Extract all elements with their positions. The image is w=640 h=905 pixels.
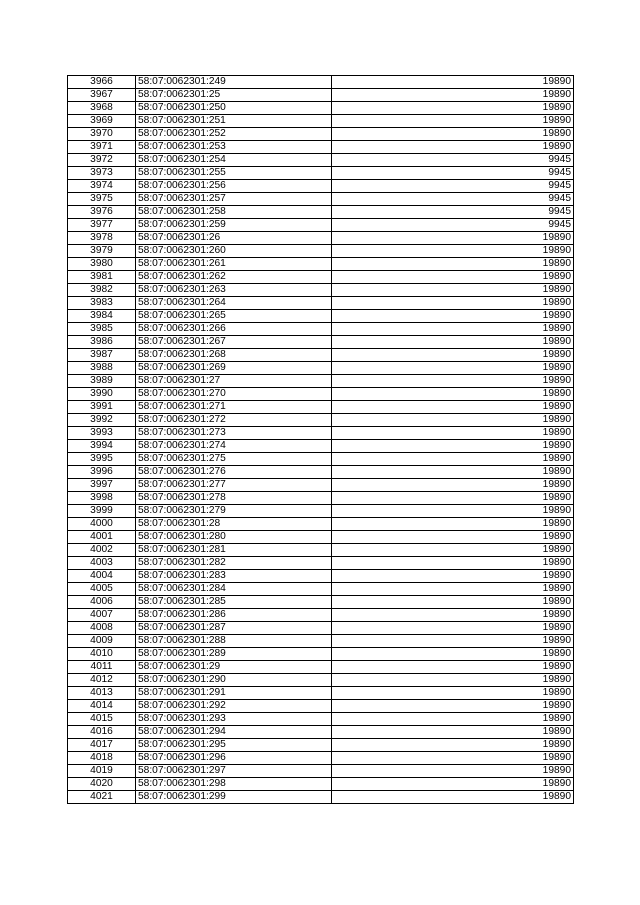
row-number-cell: 4002 (68, 544, 136, 557)
table-row (68, 596, 574, 609)
cadastral-number-cell: 58:07:0062301:283 (136, 570, 332, 583)
table-row (68, 713, 574, 726)
table-row (68, 388, 574, 401)
table-row (68, 180, 574, 193)
cadastral-number-cell: 58:07:0062301:292 (136, 700, 332, 713)
table-row (68, 271, 574, 284)
value-cell: 9945 (332, 219, 574, 232)
cadastral-number-cell: 58:07:0062301:294 (136, 726, 332, 739)
table-row (68, 648, 574, 661)
table-row (68, 765, 574, 778)
table-row (68, 570, 574, 583)
table-row (68, 232, 574, 245)
row-number-cell: 4001 (68, 531, 136, 544)
cadastral-number-cell: 58:07:0062301:255 (136, 167, 332, 180)
value-cell: 9945 (332, 167, 574, 180)
row-number-cell: 3974 (68, 180, 136, 193)
document-page (67, 75, 573, 804)
value-cell: 9945 (332, 154, 574, 167)
cadastral-number-cell: 58:07:0062301:288 (136, 635, 332, 648)
row-number-cell: 3969 (68, 115, 136, 128)
value-cell: 19890 (332, 674, 574, 687)
value-cell: 19890 (332, 505, 574, 518)
cadastral-number-cell: 58:07:0062301:277 (136, 479, 332, 492)
row-number-cell: 3988 (68, 362, 136, 375)
row-number-cell: 3992 (68, 414, 136, 427)
cadastral-number-cell: 58:07:0062301:269 (136, 362, 332, 375)
value-cell: 19890 (332, 739, 574, 752)
table-row (68, 778, 574, 791)
value-cell: 19890 (332, 323, 574, 336)
row-number-cell: 4012 (68, 674, 136, 687)
row-number-cell: 4018 (68, 752, 136, 765)
cadastral-number-cell: 58:07:0062301:289 (136, 648, 332, 661)
value-cell: 19890 (332, 115, 574, 128)
table-row (68, 167, 574, 180)
cadastral-number-cell: 58:07:0062301:282 (136, 557, 332, 570)
row-number-cell: 4004 (68, 570, 136, 583)
row-number-cell: 4010 (68, 648, 136, 661)
table-row (68, 700, 574, 713)
value-cell: 19890 (332, 596, 574, 609)
table-row (68, 583, 574, 596)
cadastral-number-cell: 58:07:0062301:266 (136, 323, 332, 336)
row-number-cell: 3990 (68, 388, 136, 401)
row-number-cell: 4020 (68, 778, 136, 791)
table-row (68, 453, 574, 466)
table-row (68, 427, 574, 440)
cadastral-number-cell: 58:07:0062301:25 (136, 89, 332, 102)
value-cell: 19890 (332, 297, 574, 310)
value-cell: 19890 (332, 700, 574, 713)
value-cell: 19890 (332, 388, 574, 401)
row-number-cell: 4005 (68, 583, 136, 596)
table-row (68, 791, 574, 804)
value-cell: 19890 (332, 661, 574, 674)
value-cell: 19890 (332, 375, 574, 388)
value-cell: 9945 (332, 180, 574, 193)
cadastral-number-cell: 58:07:0062301:262 (136, 271, 332, 284)
cadastral-number-cell: 58:07:0062301:271 (136, 401, 332, 414)
table-row (68, 544, 574, 557)
cadastral-number-cell: 58:07:0062301:279 (136, 505, 332, 518)
cadastral-number-cell: 58:07:0062301:297 (136, 765, 332, 778)
cadastral-number-cell: 58:07:0062301:272 (136, 414, 332, 427)
row-number-cell: 4011 (68, 661, 136, 674)
table-row (68, 193, 574, 206)
cadastral-number-cell: 58:07:0062301:261 (136, 258, 332, 271)
value-cell: 19890 (332, 726, 574, 739)
table-row (68, 531, 574, 544)
row-number-cell: 3997 (68, 479, 136, 492)
value-cell: 19890 (332, 245, 574, 258)
row-number-cell: 3966 (68, 76, 136, 89)
row-number-cell: 4013 (68, 687, 136, 700)
row-number-cell: 4014 (68, 700, 136, 713)
cadastral-number-cell: 58:07:0062301:287 (136, 622, 332, 635)
value-cell: 9945 (332, 206, 574, 219)
value-cell: 9945 (332, 193, 574, 206)
cadastral-number-cell: 58:07:0062301:250 (136, 102, 332, 115)
value-cell: 19890 (332, 713, 574, 726)
row-number-cell: 4006 (68, 596, 136, 609)
value-cell: 19890 (332, 336, 574, 349)
cadastral-number-cell: 58:07:0062301:291 (136, 687, 332, 700)
cadastral-number-cell: 58:07:0062301:27 (136, 375, 332, 388)
cadastral-number-cell: 58:07:0062301:260 (136, 245, 332, 258)
row-number-cell: 3998 (68, 492, 136, 505)
table-row (68, 401, 574, 414)
cadastral-number-cell: 58:07:0062301:253 (136, 141, 332, 154)
cadastral-number-cell: 58:07:0062301:265 (136, 310, 332, 323)
cadastral-number-cell: 58:07:0062301:278 (136, 492, 332, 505)
row-number-cell: 3981 (68, 271, 136, 284)
table-row (68, 154, 574, 167)
value-cell: 19890 (332, 752, 574, 765)
data-table (67, 75, 574, 804)
cadastral-number-cell: 58:07:0062301:270 (136, 388, 332, 401)
cadastral-number-cell: 58:07:0062301:254 (136, 154, 332, 167)
cadastral-number-cell: 58:07:0062301:256 (136, 180, 332, 193)
row-number-cell: 3973 (68, 167, 136, 180)
table-row (68, 674, 574, 687)
cadastral-number-cell: 58:07:0062301:251 (136, 115, 332, 128)
cadastral-number-cell: 58:07:0062301:252 (136, 128, 332, 141)
cadastral-number-cell: 58:07:0062301:274 (136, 440, 332, 453)
value-cell: 19890 (332, 102, 574, 115)
table-row (68, 245, 574, 258)
value-cell: 19890 (332, 401, 574, 414)
row-number-cell: 4003 (68, 557, 136, 570)
cadastral-number-cell: 58:07:0062301:259 (136, 219, 332, 232)
table-row (68, 323, 574, 336)
table-row (68, 297, 574, 310)
value-cell: 19890 (332, 544, 574, 557)
cadastral-number-cell: 58:07:0062301:276 (136, 466, 332, 479)
value-cell: 19890 (332, 128, 574, 141)
table-row (68, 284, 574, 297)
cadastral-number-cell: 58:07:0062301:29 (136, 661, 332, 674)
cadastral-number-cell: 58:07:0062301:268 (136, 349, 332, 362)
value-cell: 19890 (332, 609, 574, 622)
row-number-cell: 3991 (68, 401, 136, 414)
cadastral-number-cell: 58:07:0062301:285 (136, 596, 332, 609)
cadastral-number-cell: 58:07:0062301:290 (136, 674, 332, 687)
table-row (68, 622, 574, 635)
value-cell: 19890 (332, 791, 574, 804)
cadastral-number-cell: 58:07:0062301:280 (136, 531, 332, 544)
value-cell: 19890 (332, 362, 574, 375)
value-cell: 19890 (332, 427, 574, 440)
row-number-cell: 3978 (68, 232, 136, 245)
row-number-cell: 4007 (68, 609, 136, 622)
value-cell: 19890 (332, 570, 574, 583)
row-number-cell: 4000 (68, 518, 136, 531)
table-row (68, 518, 574, 531)
row-number-cell: 3994 (68, 440, 136, 453)
value-cell: 19890 (332, 531, 574, 544)
table-row (68, 752, 574, 765)
row-number-cell: 3980 (68, 258, 136, 271)
row-number-cell: 3993 (68, 427, 136, 440)
value-cell: 19890 (332, 687, 574, 700)
table-row (68, 440, 574, 453)
cadastral-number-cell: 58:07:0062301:295 (136, 739, 332, 752)
row-number-cell: 3989 (68, 375, 136, 388)
value-cell: 19890 (332, 440, 574, 453)
value-cell: 19890 (332, 284, 574, 297)
row-number-cell: 3968 (68, 102, 136, 115)
row-number-cell: 3979 (68, 245, 136, 258)
value-cell: 19890 (332, 258, 574, 271)
table-row (68, 102, 574, 115)
row-number-cell: 4009 (68, 635, 136, 648)
row-number-cell: 3999 (68, 505, 136, 518)
row-number-cell: 3976 (68, 206, 136, 219)
row-number-cell: 3970 (68, 128, 136, 141)
value-cell: 19890 (332, 453, 574, 466)
value-cell: 19890 (332, 492, 574, 505)
table-row (68, 375, 574, 388)
table-row (68, 479, 574, 492)
row-number-cell: 3977 (68, 219, 136, 232)
table-row (68, 362, 574, 375)
value-cell: 19890 (332, 232, 574, 245)
row-number-cell: 3996 (68, 466, 136, 479)
row-number-cell: 4015 (68, 713, 136, 726)
row-number-cell: 3987 (68, 349, 136, 362)
value-cell: 19890 (332, 414, 574, 427)
cadastral-number-cell: 58:07:0062301:258 (136, 206, 332, 219)
table-row (68, 687, 574, 700)
cadastral-number-cell: 58:07:0062301:267 (136, 336, 332, 349)
cadastral-number-cell: 58:07:0062301:275 (136, 453, 332, 466)
table-row (68, 349, 574, 362)
table-row (68, 128, 574, 141)
cadastral-number-cell: 58:07:0062301:26 (136, 232, 332, 245)
value-cell: 19890 (332, 765, 574, 778)
cadastral-number-cell: 58:07:0062301:263 (136, 284, 332, 297)
row-number-cell: 3995 (68, 453, 136, 466)
cadastral-number-cell: 58:07:0062301:299 (136, 791, 332, 804)
table-row (68, 609, 574, 622)
value-cell: 19890 (332, 349, 574, 362)
cadastral-number-cell: 58:07:0062301:284 (136, 583, 332, 596)
table-row (68, 661, 574, 674)
row-number-cell: 4017 (68, 739, 136, 752)
value-cell: 19890 (332, 76, 574, 89)
row-number-cell: 4016 (68, 726, 136, 739)
row-number-cell: 3971 (68, 141, 136, 154)
value-cell: 19890 (332, 648, 574, 661)
cadastral-number-cell: 58:07:0062301:286 (136, 609, 332, 622)
table-row (68, 89, 574, 102)
table-row (68, 310, 574, 323)
row-number-cell: 3982 (68, 284, 136, 297)
value-cell: 19890 (332, 557, 574, 570)
value-cell: 19890 (332, 479, 574, 492)
table-body (68, 76, 574, 804)
value-cell: 19890 (332, 141, 574, 154)
row-number-cell: 3972 (68, 154, 136, 167)
table-row (68, 141, 574, 154)
value-cell: 19890 (332, 518, 574, 531)
table-row (68, 76, 574, 89)
table-row (68, 115, 574, 128)
row-number-cell: 3986 (68, 336, 136, 349)
cadastral-number-cell: 58:07:0062301:296 (136, 752, 332, 765)
value-cell: 19890 (332, 310, 574, 323)
table-row (68, 726, 574, 739)
table-row (68, 466, 574, 479)
table-row (68, 414, 574, 427)
value-cell: 19890 (332, 89, 574, 102)
table-row (68, 557, 574, 570)
value-cell: 19890 (332, 635, 574, 648)
cadastral-number-cell: 58:07:0062301:28 (136, 518, 332, 531)
cadastral-number-cell: 58:07:0062301:293 (136, 713, 332, 726)
value-cell: 19890 (332, 583, 574, 596)
table-row (68, 635, 574, 648)
cadastral-number-cell: 58:07:0062301:298 (136, 778, 332, 791)
cadastral-number-cell: 58:07:0062301:249 (136, 76, 332, 89)
row-number-cell: 3967 (68, 89, 136, 102)
value-cell: 19890 (332, 622, 574, 635)
table-row (68, 492, 574, 505)
table-row (68, 258, 574, 271)
value-cell: 19890 (332, 271, 574, 284)
row-number-cell: 3985 (68, 323, 136, 336)
table-row (68, 505, 574, 518)
cadastral-number-cell: 58:07:0062301:273 (136, 427, 332, 440)
cadastral-number-cell: 58:07:0062301:264 (136, 297, 332, 310)
value-cell: 19890 (332, 778, 574, 791)
row-number-cell: 4019 (68, 765, 136, 778)
table-row (68, 739, 574, 752)
row-number-cell: 3983 (68, 297, 136, 310)
row-number-cell: 3984 (68, 310, 136, 323)
row-number-cell: 3975 (68, 193, 136, 206)
table-row (68, 219, 574, 232)
table-row (68, 206, 574, 219)
row-number-cell: 4008 (68, 622, 136, 635)
table-row (68, 336, 574, 349)
cadastral-number-cell: 58:07:0062301:281 (136, 544, 332, 557)
value-cell: 19890 (332, 466, 574, 479)
row-number-cell: 4021 (68, 791, 136, 804)
cadastral-number-cell: 58:07:0062301:257 (136, 193, 332, 206)
